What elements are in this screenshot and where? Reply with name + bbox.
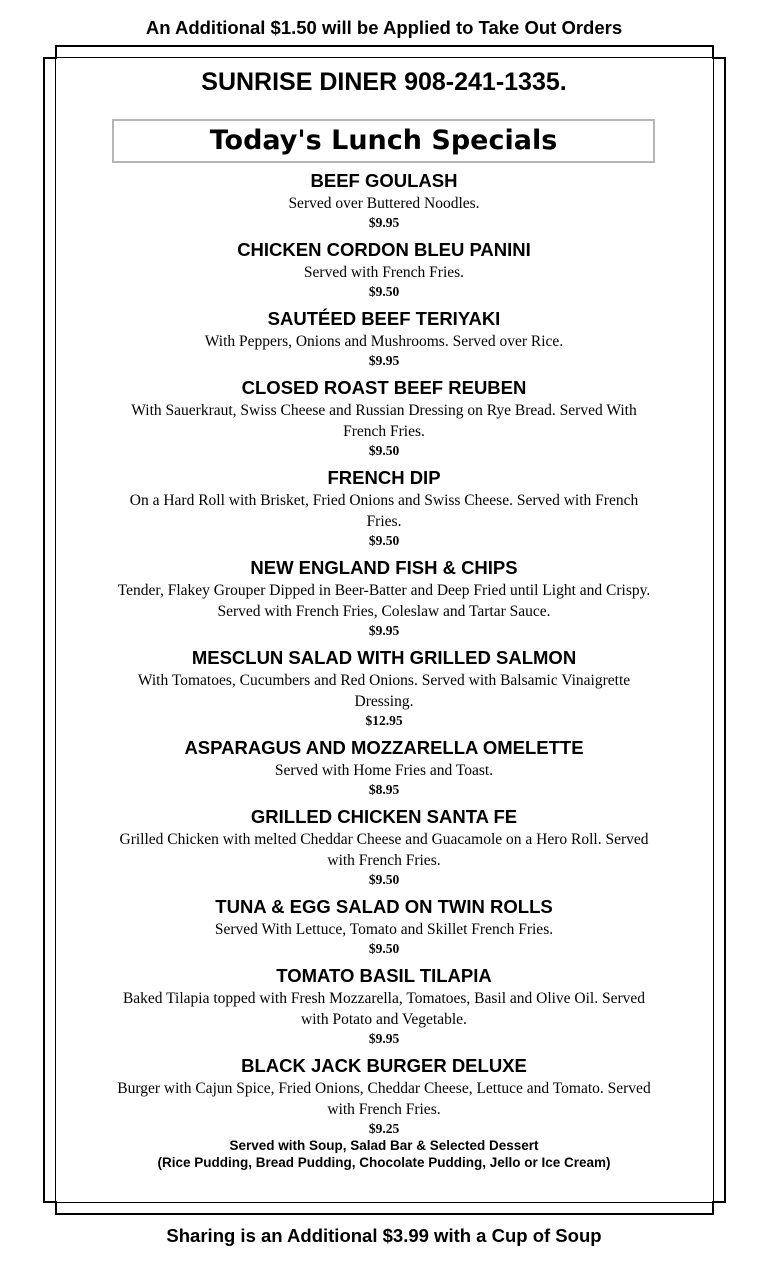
menu-item	[100, 895, 668, 958]
item-description: Grilled Chicken with melted Cheddar Cheese and Guacamole on a Hero Roll. Served with French Fries.	[119, 831, 649, 869]
item-price: $9.50	[368, 941, 400, 956]
item-price: $9.50	[368, 872, 400, 887]
menu-item	[100, 556, 668, 640]
menu-item	[100, 466, 668, 550]
served-with-note: Served with Soup, Salad Bar & Selected Dessert	[229, 1138, 539, 1153]
item-description: With Sauerkraut, Swiss Cheese and Russian Dressing on Rye Bread. Served With French Fries.	[131, 402, 637, 440]
frame-corner	[712, 45, 726, 59]
item-name: FRENCH DIP	[327, 467, 441, 488]
menu-item	[100, 376, 668, 460]
menu-item	[100, 1054, 668, 1138]
item-name: CHICKEN CORDON BLEU PANINI	[237, 239, 531, 260]
item-price: $12.95	[365, 713, 403, 728]
item-name: ASPARAGUS AND MOZZARELLA OMELETTE	[184, 737, 584, 758]
item-price: $9.50	[368, 284, 400, 299]
menu-item	[100, 238, 668, 301]
item-description: Baked Tilapia topped with Fresh Mozzarella, Tomatoes, Basil and Olive Oil. Served with Potato and Vegetable.	[122, 990, 646, 1028]
item-price: $9.50	[368, 533, 400, 548]
menu-item	[100, 169, 668, 232]
menu-item	[100, 307, 668, 370]
frame-corner	[43, 45, 57, 59]
item-name: SAUTÉED BEEF TERIYAKI	[267, 308, 501, 329]
menu-list	[100, 169, 668, 1172]
item-price: $8.95	[368, 782, 400, 797]
item-description: Served over Buttered Noodles.	[288, 195, 480, 212]
item-name: GRILLED CHICKEN SANTA FE	[250, 806, 518, 827]
takeout-surcharge-note: An Additional $1.50 will be Applied to Take Out Orders	[145, 17, 623, 38]
item-description: With Tomatoes, Cucumbers and Red Onions. Served with Balsamic Vinaigrette Dressing.	[137, 672, 631, 710]
item-description: With Peppers, Onions and Mushrooms. Served over Rice.	[204, 333, 564, 350]
item-name: CLOSED ROAST BEEF REUBEN	[241, 377, 527, 398]
item-description: Served with Home Fries and Toast.	[274, 762, 494, 779]
item-name: BLACK JACK BURGER DELUXE	[241, 1055, 527, 1076]
sharing-fee-note: Sharing is an Additional $3.99 with a Cup of Soup	[166, 1225, 602, 1246]
dessert-options-note: (Rice Pudding, Bread Pudding, Chocolate Pudding, Jello or Ice Cream)	[157, 1155, 611, 1170]
item-description: Tender, Flakey Grouper Dipped in Beer-Batter and Deep Fried until Light and Crispy. Served with French Fries, Coleslaw and Tartar Sauce.	[117, 582, 651, 620]
item-description: Served with French Fries.	[303, 264, 465, 281]
item-description: On a Hard Roll with Brisket, Fried Onions and Swiss Cheese. Served with French Fries.	[129, 492, 639, 530]
frame-corner	[712, 1201, 726, 1215]
item-name: TUNA & EGG SALAD ON TWIN ROLLS	[215, 896, 553, 917]
page-title: Today's Lunch Specials	[112, 119, 655, 163]
menu-item	[100, 805, 668, 889]
item-price: $9.95	[368, 353, 400, 368]
item-price: $9.50	[368, 443, 400, 458]
item-description: Served With Lettuce, Tomato and Skillet French Fries.	[214, 921, 554, 938]
item-price: $9.95	[368, 215, 400, 230]
item-price: $9.95	[368, 1031, 400, 1046]
frame-corner	[43, 1201, 57, 1215]
item-name: NEW ENGLAND FISH & CHIPS	[250, 557, 518, 578]
item-name: BEEF GOULASH	[310, 170, 458, 191]
restaurant-header: SUNRISE DINER 908-241-1335.	[201, 68, 567, 96]
menu-item	[100, 646, 668, 730]
item-description: Burger with Cajun Spice, Fried Onions, Cheddar Cheese, Lettuce and Tomato. Served with French Fries.	[117, 1080, 651, 1118]
item-price: $9.25	[368, 1121, 400, 1136]
item-name: MESCLUN SALAD WITH GRILLED SALMON	[191, 647, 577, 668]
item-price: $9.95	[368, 623, 400, 638]
item-name: TOMATO BASIL TILAPIA	[276, 965, 492, 986]
menu-item	[100, 736, 668, 799]
menu-item	[100, 964, 668, 1048]
